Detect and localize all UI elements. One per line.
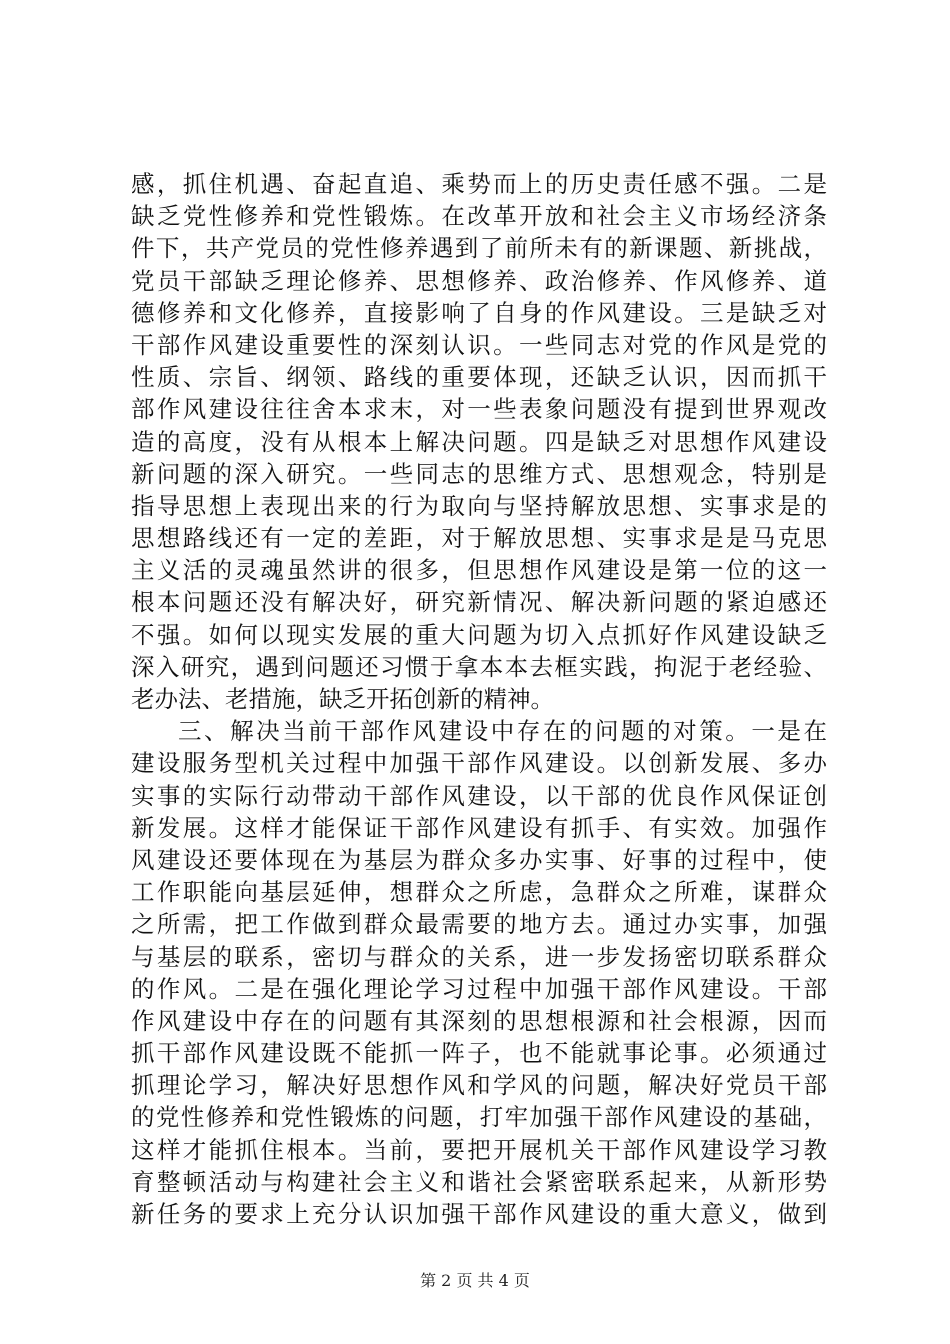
text-line: 指导思想上表现出来的行为取向与坚持解放思想、实事求是的 — [131, 491, 827, 520]
body-text — [131, 168, 827, 1230]
text-line: 作风建设中存在的问题有其深刻的思想根源和社会根源，因而 — [131, 1006, 827, 1035]
text-line: 不强。如何以现实发展的重大问题为切入点抓好作风建设缺乏 — [131, 620, 827, 649]
text-line: 主义活的灵魂虽然讲的很多，但思想作风建设是第一位的这一 — [131, 556, 827, 585]
page-number-footer: 第 2 页 共 4 页 — [420, 1271, 530, 1290]
text-line: 新发展。这样才能保证干部作风建设有抓手、有实效。加强作 — [131, 813, 827, 842]
text-line: 与基层的联系，密切与群众的关系，进一步发扬密切联系群众 — [131, 942, 827, 971]
text-line: 育整顿活动与构建社会主义和谐社会紧密联系起来，从新形势 — [131, 1167, 827, 1196]
paragraph-start-line: 三、解决当前干部作风建设中存在的问题的对策。一是在 — [178, 717, 827, 746]
text-line: 新问题的深入研究。一些同志的思维方式、思想观念，特别是 — [131, 459, 827, 488]
text-line: 新任务的要求上充分认识加强干部作风建设的重大意义，做到 — [131, 1200, 827, 1228]
text-line: 感，抓住机遇、奋起直追、乘势而上的历史责任感不强。二是 — [131, 170, 827, 198]
text-line: 性质、宗旨、纲领、路线的重要体现，还缺乏认识，因而抓干 — [131, 363, 827, 392]
text-line: 根本问题还没有解决好，研究新情况、解决新问题的紧迫感还 — [131, 588, 827, 617]
text-line: 造的高度，没有从根本上解决问题。四是缺乏对思想作风建设 — [131, 427, 827, 456]
text-line: 部作风建设往往舍本求末，对一些表象问题没有提到世界观改 — [131, 395, 827, 424]
text-line: 深入研究，遇到问题还习惯于拿本本去框实践，拘泥于老经验、 — [131, 652, 827, 681]
text-line: 的作风。二是在强化理论学习过程中加强干部作风建设。干部 — [131, 974, 827, 1003]
text-line: 抓干部作风建设既不能抓一阵子，也不能就事论事。必须通过 — [131, 1039, 827, 1068]
text-line: 工作职能向基层延伸，想群众之所虑，急群众之所难，谋群众 — [131, 878, 827, 907]
text-line: 抓理论学习，解决好思想作风和学风的问题，解决好党员干部 — [131, 1071, 827, 1100]
text-line: 德修养和文化修养，直接影响了自身的作风建设。三是缺乏对 — [131, 298, 827, 327]
text-line: 之所需，把工作做到群众最需要的地方去。通过办实事，加强 — [131, 910, 827, 939]
text-line: 思想路线还有一定的差距，对于解放思想、实事求是是马克思 — [131, 524, 827, 553]
text-line: 党员干部缺乏理论修养、思想修养、政治修养、作风修养、道 — [131, 266, 827, 295]
text-line: 实事的实际行动带动干部作风建设，以干部的优良作风保证创 — [131, 781, 827, 810]
paragraph-end-line: 老办法、老措施，缺乏开拓创新的精神。 — [131, 685, 554, 713]
text-line: 风建设还要体现在为基层为群众多办实事、好事的过程中，使 — [131, 845, 827, 874]
text-line: 件下，共产党员的党性修养遇到了前所未有的新课题、新挑战， — [131, 234, 827, 263]
text-line: 的党性修养和党性锻炼的问题，打牢加强干部作风建设的基础， — [131, 1103, 827, 1132]
text-line: 这样才能抓住根本。当前，要把开展机关干部作风建设学习教 — [131, 1135, 827, 1164]
text-line: 干部作风建设重要性的深刻认识。一些同志对党的作风是党的 — [131, 330, 827, 359]
text-line: 建设服务型机关过程中加强干部作风建设。以创新发展、多办 — [131, 749, 827, 778]
text-line: 缺乏党性修养和党性锻炼。在改革开放和社会主义市场经济条 — [131, 202, 827, 231]
